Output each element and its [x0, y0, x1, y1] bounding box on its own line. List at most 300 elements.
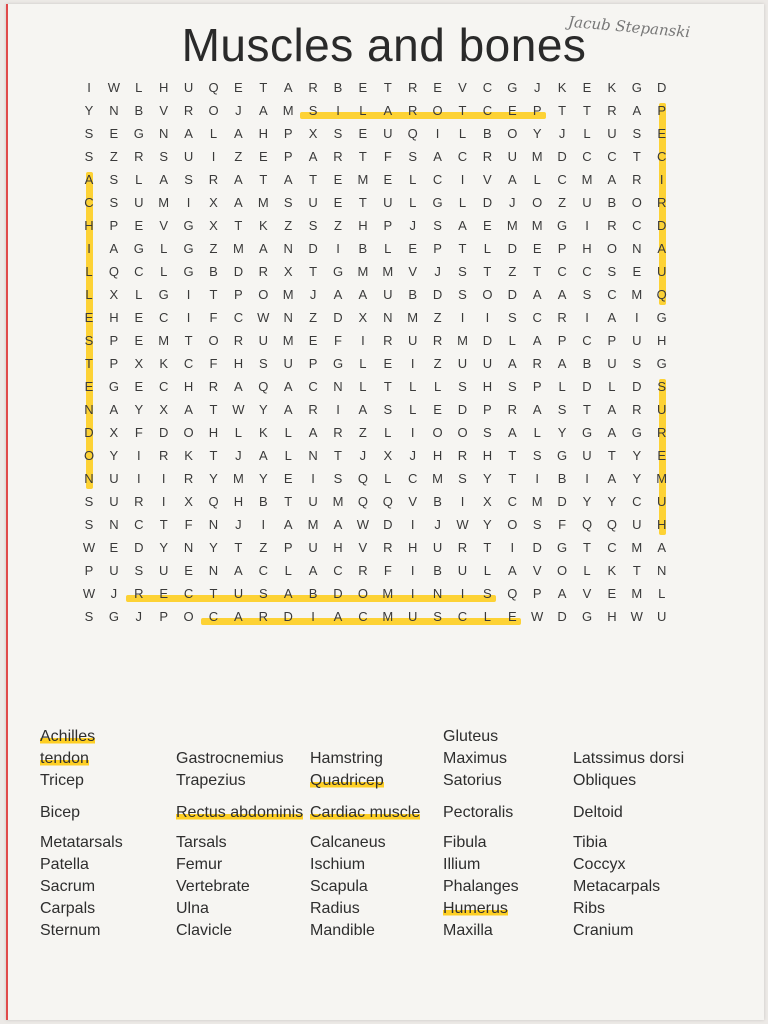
grid-letter: D	[582, 379, 592, 394]
word-list-item: Coccyx	[573, 856, 626, 873]
grid-letter: M	[357, 172, 369, 187]
grid-letter: R	[358, 563, 368, 578]
grid-letter: P	[433, 241, 442, 256]
grid-letter: U	[407, 333, 418, 348]
grid-letter: S	[657, 379, 667, 394]
grid-letter: L	[533, 425, 541, 440]
grid-letter: L	[583, 126, 591, 141]
grid-letter: Z	[259, 540, 268, 555]
grid-letter: A	[258, 103, 268, 118]
grid-letter: I	[261, 517, 266, 532]
grid-letter: I	[460, 494, 465, 509]
grid-letter: V	[358, 540, 368, 555]
grid-letter: L	[558, 379, 566, 394]
grid-letter: Q	[108, 264, 119, 279]
word-list-item: Bicep	[40, 804, 81, 821]
grid-letter: J	[533, 80, 541, 95]
grid-letter: Z	[334, 218, 342, 233]
grid-letter: D	[383, 517, 393, 532]
grid-letter: Y	[607, 494, 617, 509]
grid-letter: H	[358, 218, 368, 233]
grid-letter: E	[358, 80, 368, 95]
grid-letter: T	[234, 540, 243, 555]
grid-letter: I	[410, 517, 415, 532]
grid-letter: E	[184, 563, 193, 578]
word-list-item: Ribs	[573, 900, 606, 917]
word-list-item: Mandible	[310, 922, 375, 939]
grid-letter: K	[184, 448, 193, 463]
grid-letter: A	[308, 425, 318, 440]
grid-letter: R	[457, 540, 468, 555]
grid-letter: R	[432, 333, 443, 348]
grid-letter: O	[208, 103, 219, 118]
grid-letter: E	[607, 586, 617, 601]
grid-letter: Q	[507, 586, 518, 601]
grid-letter: X	[159, 402, 169, 417]
grid-letter: E	[383, 172, 393, 187]
grid-letter: O	[357, 586, 368, 601]
grid-letter: P	[283, 149, 293, 164]
word-list-item: Sacrum	[40, 878, 96, 895]
grid-letter: G	[332, 264, 344, 279]
grid-letter: S	[283, 195, 293, 210]
grid-letter: Y	[209, 471, 218, 486]
grid-letter: V	[532, 563, 542, 578]
grid-letter: T	[234, 218, 243, 233]
grid-letter: R	[208, 172, 219, 187]
grid-letter: C	[607, 149, 617, 164]
grid-letter: T	[533, 264, 542, 279]
grid-letter: Y	[557, 425, 567, 440]
grid-letter: P	[483, 402, 492, 417]
grid-letter: T	[508, 448, 517, 463]
word-list-item: Clavicle	[176, 922, 233, 939]
grid-letter: Y	[632, 471, 642, 486]
grid-letter: U	[457, 356, 468, 371]
grid-letter: H	[333, 540, 343, 555]
grid-letter: R	[632, 402, 642, 417]
grid-letter: P	[532, 586, 542, 601]
word-list-item: Metatarsals	[40, 834, 123, 851]
grid-letter: G	[158, 287, 169, 302]
grid-letter: S	[557, 402, 567, 417]
grid-letter: D	[482, 333, 493, 348]
grid-letter: G	[183, 241, 194, 256]
grid-letter: C	[432, 172, 443, 187]
grid-letter: A	[532, 333, 542, 348]
grid-letter: S	[333, 126, 343, 141]
grid-letter: A	[184, 402, 193, 417]
grid-letter: A	[607, 402, 617, 417]
grid-letter: D	[308, 241, 318, 256]
word-list-item: Maximus	[443, 750, 508, 767]
word-list-item: Trapezius	[176, 772, 246, 789]
grid-letter: U	[582, 195, 592, 210]
grid-letter: U	[134, 195, 144, 210]
grid-letter: A	[109, 402, 119, 417]
grid-letter: Y	[632, 448, 642, 463]
grid-letter: A	[234, 172, 243, 187]
grid-letter: P	[283, 126, 293, 141]
grid-letter: D	[84, 425, 94, 440]
grid-letter: Y	[84, 103, 94, 118]
grid-letter: L	[409, 402, 417, 417]
grid-letter: R	[407, 80, 418, 95]
grid-letter: X	[134, 356, 144, 371]
grid-letter: G	[108, 609, 119, 624]
grid-letter: R	[656, 195, 667, 210]
grid-letter: R	[333, 425, 343, 440]
grid-letter: D	[333, 310, 343, 325]
grid-letter: S	[84, 333, 94, 348]
grid-letter: E	[507, 103, 517, 118]
grid-letter: O	[208, 333, 219, 348]
grid-letter: L	[359, 356, 367, 371]
grid-letter: T	[209, 402, 218, 417]
grid-letter: C	[582, 333, 592, 348]
grid-letter: A	[458, 218, 467, 233]
grid-letter: X	[383, 448, 393, 463]
grid-letter: I	[410, 356, 415, 371]
grid-letter: R	[233, 333, 244, 348]
grid-letter: C	[532, 310, 542, 325]
grid-letter: J	[409, 448, 416, 463]
grid-letter: Q	[208, 494, 219, 509]
grid-letter: R	[507, 402, 517, 417]
grid-letter: C	[632, 494, 642, 509]
grid-letter: N	[183, 540, 194, 555]
grid-letter: Y	[258, 471, 268, 486]
grid-letter: A	[607, 471, 617, 486]
grid-letter: U	[308, 494, 318, 509]
grid-letter: M	[158, 333, 170, 348]
grid-letter: T	[583, 402, 591, 417]
grid-letter: U	[283, 356, 293, 371]
grid-letter: S	[433, 609, 442, 624]
word-list-item: Rectus abdominis	[176, 804, 304, 821]
grid-letter: R	[383, 333, 393, 348]
grid-letter: Q	[581, 517, 593, 532]
grid-letter: C	[208, 609, 219, 624]
grid-letter: L	[384, 471, 392, 486]
grid-letter: A	[234, 195, 243, 210]
grid-letter: B	[607, 195, 617, 210]
grid-letter: T	[607, 448, 616, 463]
grid-letter: R	[183, 103, 194, 118]
grid-letter: T	[483, 264, 492, 279]
grid-letter: U	[383, 126, 393, 141]
grid-letter: H	[183, 379, 194, 394]
grid-letter: X	[209, 218, 218, 233]
grid-letter: T	[383, 379, 392, 394]
grid-letter: D	[656, 218, 667, 233]
grid-letter: V	[582, 586, 592, 601]
grid-letter: T	[209, 586, 218, 601]
grid-letter: I	[435, 126, 440, 141]
grid-letter: S	[84, 126, 94, 141]
grid-letter: S	[159, 149, 169, 164]
grid-letter: A	[607, 425, 617, 440]
grid-letter: O	[557, 563, 568, 578]
grid-letter: N	[84, 471, 94, 486]
word-list-item: Fibula	[443, 834, 487, 851]
grid-letter: M	[631, 540, 643, 555]
grid-letter: T	[209, 287, 218, 302]
word-list-item: Gluteus	[443, 728, 499, 745]
grid-letter: Q	[407, 126, 418, 141]
grid-letter: I	[186, 310, 191, 325]
grid-letter: Q	[208, 80, 219, 95]
grid-letter: M	[581, 172, 593, 187]
word-list-item: Femur	[176, 856, 223, 873]
grid-letter: M	[357, 264, 369, 279]
grid-letter: B	[582, 356, 592, 371]
grid-letter: G	[631, 80, 642, 95]
word-list-item: Gastrocnemius	[176, 750, 284, 767]
grid-letter: A	[632, 103, 642, 118]
grid-letter: O	[532, 195, 543, 210]
grid-letter: S	[433, 218, 442, 233]
grid-letter: G	[557, 218, 568, 233]
grid-letter: X	[184, 494, 193, 509]
grid-letter: I	[136, 471, 141, 486]
grid-letter: U	[158, 563, 169, 578]
grid-letter: D	[557, 494, 567, 509]
grid-letter: U	[607, 126, 617, 141]
grid-letter: G	[183, 218, 194, 233]
grid-letter: K	[258, 425, 268, 440]
grid-letter: S	[258, 356, 268, 371]
grid-letter: T	[458, 241, 467, 256]
grid-letter: X	[209, 195, 218, 210]
grid-letter: G	[557, 448, 568, 463]
grid-letter: D	[656, 80, 667, 95]
word-list-item: Cranium	[573, 922, 634, 939]
grid-letter: A	[283, 402, 293, 417]
grid-letter: C	[557, 172, 567, 187]
grid-letter: E	[483, 218, 492, 233]
grid-letter: R	[607, 103, 617, 118]
grid-letter: E	[408, 241, 418, 256]
grid-letter: C	[656, 149, 667, 164]
grid-letter: M	[656, 471, 668, 486]
grid-letter: G	[631, 425, 642, 440]
grid-letter: A	[308, 563, 318, 578]
grid-letter: A	[84, 172, 94, 187]
grid-letter: Z	[284, 218, 293, 233]
grid-letter: M	[257, 195, 269, 210]
grid-letter: R	[183, 471, 194, 486]
grid-letter: Z	[508, 264, 517, 279]
grid-letter: I	[410, 425, 415, 440]
grid-letter: T	[309, 172, 318, 187]
grid-letter: J	[235, 448, 242, 463]
grid-letter: S	[408, 149, 418, 164]
grid-letter: T	[159, 517, 168, 532]
grid-letter: U	[457, 563, 468, 578]
word-list-item: Achilles	[40, 728, 96, 745]
grid-letter: H	[482, 379, 493, 394]
grid-letter: P	[84, 563, 94, 578]
grid-letter: I	[336, 402, 340, 417]
grid-letter: A	[657, 540, 667, 555]
grid-letter: F	[558, 517, 567, 532]
grid-letter: R	[134, 586, 144, 601]
grid-letter: L	[483, 563, 491, 578]
grid-letter: L	[85, 287, 93, 302]
grid-letter: O	[183, 609, 194, 624]
grid-letter: Z	[234, 149, 243, 164]
grid-letter: A	[358, 287, 368, 302]
grid-letter: D	[233, 264, 244, 279]
grid-letter: D	[134, 540, 144, 555]
grid-letter: S	[532, 517, 542, 532]
grid-letter: D	[507, 241, 517, 256]
grid-letter: E	[84, 310, 94, 325]
grid-letter: I	[485, 310, 490, 325]
grid-letter: Y	[134, 402, 144, 417]
word-list-item: Vertebrate	[176, 878, 250, 895]
grid-letter: R	[158, 448, 169, 463]
grid-letter: E	[333, 195, 343, 210]
grid-letter: Y	[532, 126, 542, 141]
grid-letter: F	[209, 356, 218, 371]
grid-letter: O	[432, 425, 443, 440]
grid-letter: R	[258, 609, 268, 624]
grid-letter: Y	[209, 540, 218, 555]
grid-letter: U	[258, 333, 268, 348]
grid-letter: M	[332, 494, 344, 509]
grid-letter: P	[159, 609, 169, 624]
grid-letter: U	[656, 494, 667, 509]
grid-letter: M	[506, 218, 518, 233]
grid-letter: C	[482, 80, 493, 95]
grid-letter: T	[184, 333, 193, 348]
grid-letter: R	[134, 494, 144, 509]
word-list-item: Sternum	[40, 922, 101, 939]
grid-letter: L	[384, 241, 392, 256]
grid-letter: C	[258, 563, 268, 578]
grid-letter: A	[607, 172, 617, 187]
word-list-item: Ischium	[310, 856, 366, 873]
grid-letter: N	[432, 586, 443, 601]
grid-letter: D	[482, 195, 493, 210]
grid-letter: U	[656, 264, 667, 279]
word-list-item: Hamstring	[310, 750, 383, 767]
grid-letter: O	[432, 103, 443, 118]
grid-letter: S	[84, 609, 94, 624]
grid-letter: C	[333, 563, 343, 578]
grid-letter: I	[161, 471, 166, 486]
grid-letter: U	[482, 356, 493, 371]
grid-letter: V	[159, 218, 169, 233]
grid-letter: A	[433, 149, 442, 164]
grid-letter: M	[307, 517, 319, 532]
grid-letter: A	[333, 609, 343, 624]
grid-letter: G	[133, 126, 144, 141]
grid-letter: N	[84, 402, 94, 417]
grid-letter: B	[308, 586, 318, 601]
grid-letter: J	[434, 264, 441, 279]
grid-letter: G	[656, 310, 667, 325]
grid-letter: R	[532, 356, 542, 371]
grid-letter: I	[336, 103, 340, 118]
grid-letter: E	[134, 333, 144, 348]
grid-letter: L	[234, 425, 242, 440]
grid-letter: E	[308, 333, 318, 348]
grid-letter: I	[410, 586, 415, 601]
grid-letter: E	[134, 379, 144, 394]
grid-letter: A	[607, 310, 617, 325]
grid-letter: T	[358, 149, 367, 164]
grid-letter: A	[507, 425, 517, 440]
grid-letter: C	[457, 609, 468, 624]
grid-letter: R	[383, 540, 393, 555]
grid-letter: U	[656, 609, 667, 624]
word-list-item: Phalanges	[443, 878, 519, 895]
grid-letter: H	[656, 333, 667, 348]
grid-letter: F	[334, 333, 342, 348]
grid-letter: V	[483, 172, 492, 187]
grid-letter: I	[460, 586, 465, 601]
grid-letter: O	[83, 448, 95, 463]
grid-letter: L	[508, 333, 516, 348]
grid-letter: V	[458, 80, 467, 95]
grid-letter: L	[608, 379, 616, 394]
grid-letter: C	[84, 195, 94, 210]
grid-letter: H	[208, 425, 219, 440]
word-list-item: Cardiac muscle	[310, 804, 421, 821]
grid-letter: Z	[558, 195, 567, 210]
grid-letter: V	[159, 103, 169, 118]
grid-letter: A	[507, 563, 517, 578]
word-list-item: Obliques	[573, 772, 637, 789]
word-list-item: Tibia	[573, 834, 608, 851]
grid-letter: O	[457, 425, 468, 440]
grid-letter: G	[557, 540, 568, 555]
page-title: Muscles and bones	[181, 19, 587, 71]
grid-letter: I	[311, 471, 315, 486]
grid-letter: J	[110, 586, 118, 601]
grid-letter: A	[532, 402, 542, 417]
grid-letter: S	[458, 471, 467, 486]
grid-letter: M	[232, 241, 244, 256]
grid-letter: A	[283, 80, 293, 95]
grid-letter: W	[630, 609, 643, 624]
grid-letter: L	[284, 563, 292, 578]
grid-letter: E	[657, 448, 667, 463]
grid-letter: S	[134, 563, 144, 578]
grid-letter: X	[109, 425, 119, 440]
grid-letter: I	[585, 471, 589, 486]
grid-letter: L	[209, 126, 218, 141]
grid-letter: S	[483, 425, 492, 440]
word-list-item: Maxilla	[443, 922, 493, 939]
grid-letter: J	[409, 218, 416, 233]
grid-letter: L	[359, 103, 367, 118]
grid-letter: P	[557, 333, 567, 348]
grid-letter: A	[159, 172, 169, 187]
grid-letter: A	[308, 149, 318, 164]
grid-letter: R	[632, 172, 642, 187]
word-list-item: Pectoralis	[443, 804, 514, 821]
grid-letter: E	[582, 80, 592, 95]
grid-letter: H	[582, 241, 592, 256]
grid-letter: A	[507, 172, 517, 187]
grid-letter: C	[358, 609, 368, 624]
grid-letter: A	[283, 517, 293, 532]
grid-letter: R	[482, 149, 493, 164]
